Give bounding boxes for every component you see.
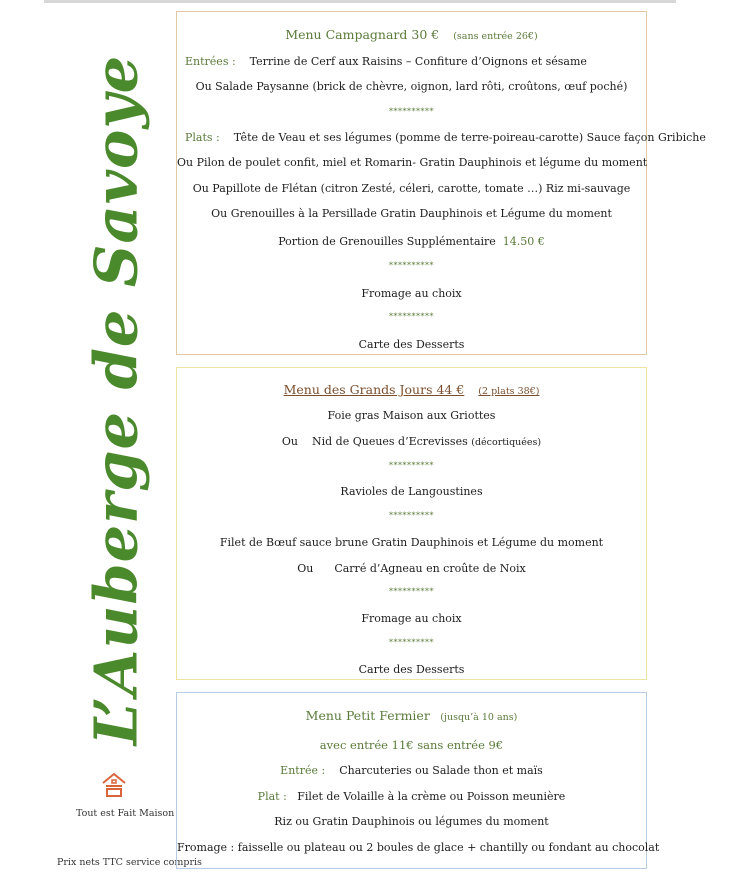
- entree-line: Entrée : Charcuteries ou Salade thon et maïs: [280, 764, 543, 777]
- separator: **********: [389, 461, 434, 470]
- separator: **********: [389, 261, 434, 270]
- house-icon: [100, 770, 128, 798]
- plat-label: Plat :: [257, 790, 287, 803]
- menu-title: Menu Petit Fermier (jusqu’à 10 ans): [305, 708, 518, 723]
- desserts-line: Carte des Desserts: [358, 338, 465, 351]
- menu-grands-jours-box: [176, 367, 647, 680]
- restaurant-title: L’Auberge de Savoye: [81, 54, 151, 746]
- home-made-note: Tout est Fait Maison: [76, 808, 175, 819]
- entrees-label: Entrées :: [185, 55, 236, 68]
- menu-item: Filet de Bœuf sauce brune Gratin Dauphinois et Légume du moment: [219, 536, 604, 549]
- plat-alt: Ou Grenouilles à la Persillade Gratin Dauphinois et Légume du moment: [211, 207, 612, 220]
- menu-item: Ou Carré d’Agneau en croûte de Noix: [297, 562, 526, 575]
- plat-line: Plat : Filet de Volaille à la crème ou Poisson meunière: [257, 790, 566, 803]
- prices-note: Prix nets TTC service compris: [57, 857, 202, 868]
- menu-petit-fermier-box: [176, 692, 660, 869]
- menu-title: Menu Campagnard 30 € (sans entrée 26€): [285, 27, 538, 42]
- entree-alt: Ou Salade Paysanne (brick de chèvre, oignon, lard rôti, croûtons, œuf poché): [195, 80, 628, 93]
- cheese-line: Fromage au choix: [361, 287, 462, 300]
- separator: **********: [389, 312, 434, 321]
- plat-line: Plats : Tête de Veau et ses légumes (pomme de terre-poireau-carotte) Sauce façon Gribiche: [185, 131, 706, 144]
- plat-alt: Ou Papillote de Flétan (citron Zesté, céleri, carotte, tomate …) Riz mi-sauvage: [192, 182, 631, 195]
- menu-item: Ou Nid de Queues d’Ecrevisses (décortiquées): [281, 435, 542, 448]
- menu-item: Ravioles de Langoustines: [340, 485, 483, 498]
- separator: **********: [389, 107, 434, 116]
- top-rule: [44, 0, 676, 3]
- entree-label: Entrée :: [280, 764, 326, 777]
- entree-line: Entrées : Terrine de Cerf aux Raisins – Confiture d’Oignons et sésame: [185, 55, 587, 68]
- plats-label: Plats :: [185, 131, 220, 144]
- separator: **********: [389, 587, 434, 596]
- dessert-line: Fromage : faisselle ou plateau ou 2 boules de glace + chantilly ou fondant au chocolat: [177, 841, 660, 854]
- price-line: avec entrée 11€ sans entrée 9€: [319, 738, 504, 752]
- menu-item: Foie gras Maison aux Griottes: [327, 409, 496, 422]
- desserts-line: Carte des Desserts: [358, 663, 465, 676]
- separator: **********: [389, 511, 434, 520]
- menu-title: Menu des Grands Jours 44 € (2 plats 38€): [283, 382, 540, 397]
- plat-alt: Ou Pilon de poulet confit, miel et Romarin- Gratin Dauphinois et légume du moment: [177, 156, 648, 169]
- menu-campagnard-box: [176, 11, 706, 355]
- supplement-line: Portion de Grenouilles Supplémentaire 14.50 €: [278, 235, 545, 248]
- side-line: Riz ou Gratin Dauphinois ou légumes du moment: [274, 815, 549, 828]
- cheese-line: Fromage au choix: [361, 612, 462, 625]
- separator: **********: [389, 638, 434, 647]
